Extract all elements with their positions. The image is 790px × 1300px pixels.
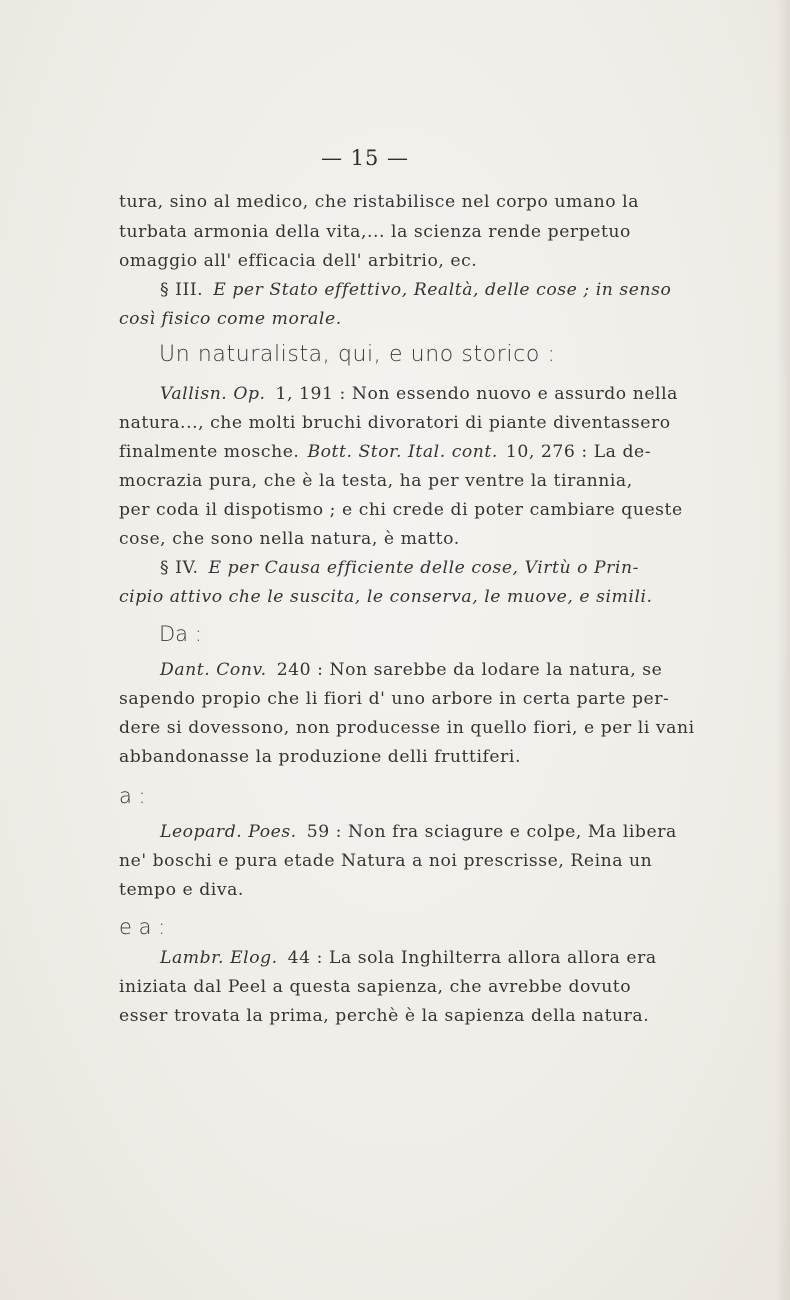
page-number: — 15 — bbox=[320, 146, 410, 170]
section-heading-iv bbox=[160, 558, 639, 578]
quote-text: 240 : Non sarebbe da lodare la natura, se bbox=[276, 660, 663, 680]
section-title-cont: così fisico come morale. bbox=[119, 309, 342, 329]
quote-text: 44 : La sola Inghilterra allora allora era bbox=[287, 948, 657, 968]
text-line: tura, sino al medico, che ristabilisce nel corpo umano la bbox=[119, 192, 640, 212]
section-title-cont: cipio attivo che le suscita, le conserva, le muove, e simili. bbox=[119, 587, 653, 607]
intro-heading: Un naturalista, qui, e uno storico : bbox=[159, 342, 556, 367]
section-mark: § IV. bbox=[160, 558, 199, 578]
section-heading-iii bbox=[160, 280, 672, 300]
section-title: E per Causa efficiente delle cose, Virtù o Prin- bbox=[208, 558, 639, 578]
citation-ref: Lambr. Elog. bbox=[160, 948, 278, 968]
quote-text: finalmente mosche. bbox=[119, 442, 300, 462]
quote-line bbox=[160, 822, 677, 842]
quote-line: esser trovata la prima, perchè è la sapienza della natura. bbox=[119, 1006, 650, 1026]
quote-line bbox=[119, 442, 652, 462]
quote-line: ne' boschi e pura etade Natura a noi prescrisse, Reina un bbox=[119, 851, 653, 871]
quote-line: tempo e diva. bbox=[119, 880, 244, 900]
page-edge-shadow bbox=[776, 0, 790, 1300]
intro-heading: a : bbox=[119, 784, 146, 808]
quote-line bbox=[160, 948, 657, 968]
citation-ref: Leopard. Poes. bbox=[160, 822, 297, 842]
quote-text: 10, 276 : La de- bbox=[505, 442, 652, 462]
quote-line: natura..., che molti bruchi divoratori di piante diventassero bbox=[119, 413, 671, 433]
quote-line: cose, che sono nella natura, è matto. bbox=[119, 529, 460, 549]
quote-text: 59 : Non fra sciagure e colpe, Ma libera bbox=[306, 822, 677, 842]
quote-line: abbandonasse la produzione delli fruttiferi. bbox=[119, 747, 521, 767]
quote-text: 1, 191 : Non essendo nuovo e assurdo nella bbox=[275, 384, 678, 404]
intro-heading: e a : bbox=[119, 915, 166, 939]
quote-line: mocrazia pura, che è la testa, ha per ventre la tirannia, bbox=[119, 471, 633, 491]
text-line: omaggio all' efficacia dell' arbitrio, ec. bbox=[119, 251, 478, 271]
citation-ref: Bott. Stor. Ital. cont. bbox=[307, 442, 498, 462]
quote-line: per coda il dispotismo ; e chi crede di poter cambiare queste bbox=[119, 500, 683, 520]
quote-line: iniziata dal Peel a questa sapienza, che avrebbe dovuto bbox=[119, 977, 632, 997]
section-title: E per Stato effettivo, Realtà, delle cose ; in senso bbox=[213, 280, 672, 300]
section-mark: § III. bbox=[160, 280, 204, 300]
text-line: turbata armonia della vita,... la scienza rende perpetuo bbox=[119, 222, 631, 242]
citation-ref: Dant. Conv. bbox=[160, 660, 267, 680]
citation-ref: Vallisn. Op. bbox=[160, 384, 266, 404]
intro-heading: Da : bbox=[159, 622, 202, 646]
quote-line bbox=[160, 384, 678, 404]
quote-line: dere si dovessono, non producesse in quello fiori, e per li vani bbox=[119, 718, 695, 738]
quote-line bbox=[160, 660, 663, 680]
quote-line: sapendo propio che li fiori d' uno arbore in certa parte per- bbox=[119, 689, 670, 709]
